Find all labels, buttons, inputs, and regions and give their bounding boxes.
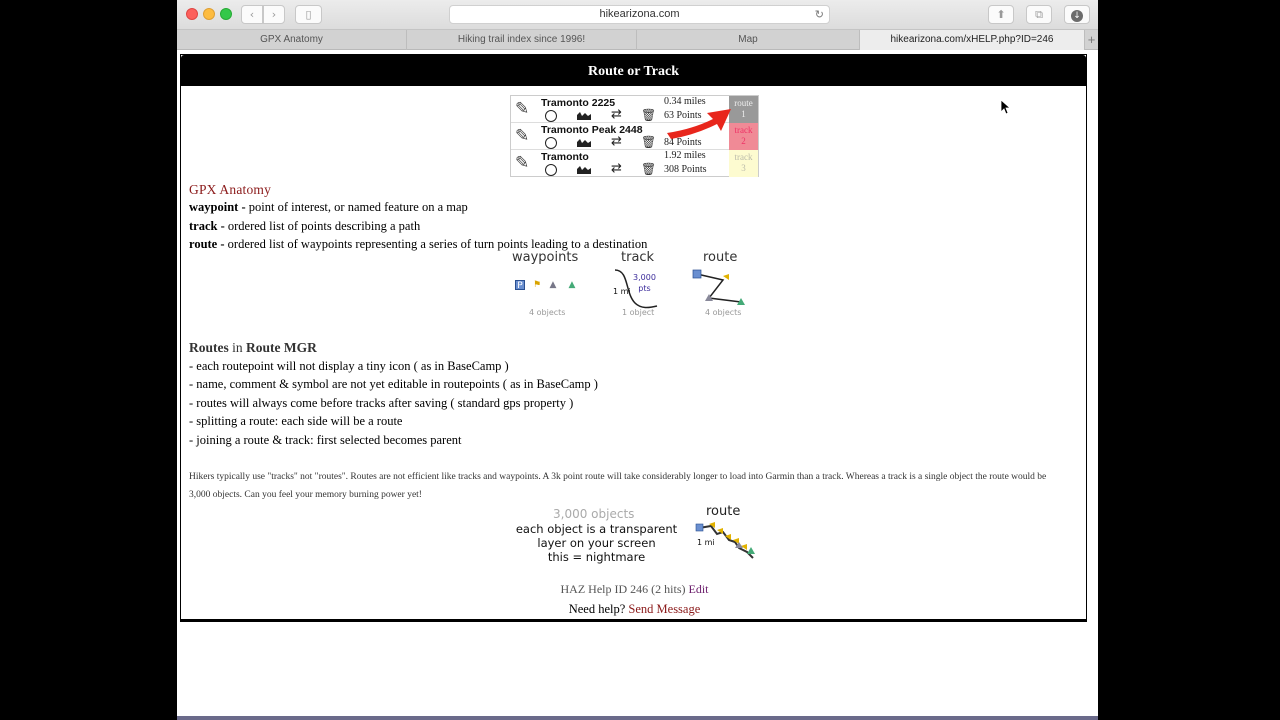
definition-term: route	[189, 237, 218, 251]
page-content	[177, 51, 1098, 720]
need-help-line	[181, 602, 1088, 617]
route-title: route	[703, 250, 738, 265]
route-count: 4 objects	[705, 308, 742, 317]
url-text: hikearizona.com	[599, 8, 680, 20]
share-icon: ⬆	[996, 8, 1006, 21]
nightmare-text	[509, 522, 684, 564]
circle-icon[interactable]	[545, 164, 557, 176]
downloads-button[interactable]	[1064, 5, 1090, 24]
route-distance: 1 mi	[697, 538, 715, 547]
browser-toolbar	[177, 0, 1098, 30]
red-arrow-annotation	[663, 103, 733, 139]
tab-help-page[interactable]: hikearizona.com/xHELP.php?ID=246	[860, 30, 1085, 50]
elevation-profile-icon[interactable]	[577, 164, 591, 174]
sidebar-icon: ▯	[305, 8, 312, 21]
pencil-icon[interactable]: ✎	[515, 126, 530, 146]
gpx-type-label: track	[734, 152, 753, 162]
trash-icon[interactable]: 🗑	[641, 135, 657, 149]
reload-icon[interactable]: ↻	[814, 8, 824, 21]
trash-icon[interactable]: 🗑	[641, 162, 657, 176]
chevron-left-icon: ‹	[249, 8, 255, 21]
waypoints-count: 4 objects	[529, 308, 566, 317]
send-message-link[interactable]: Send Message	[628, 602, 701, 616]
routes-title-part: Routes	[189, 340, 229, 355]
pencil-icon[interactable]: ✎	[515, 99, 530, 119]
gpx-name: Tramonto 2225	[541, 97, 616, 109]
mouse-cursor-icon	[1001, 100, 1011, 116]
route-note: - name, comment & symbol are not yet editable in routepoints ( as in BaseCamp )	[189, 377, 598, 391]
gpx-points: 84 Points	[664, 137, 702, 148]
track-title: track	[621, 250, 655, 265]
routes-title-part: in	[232, 340, 243, 355]
gpx-type-badge[interactable]	[729, 123, 758, 150]
route-note: - each routepoint will not display a tiny icon ( as in BaseCamp )	[189, 359, 509, 373]
definition-term: waypoint	[189, 200, 239, 214]
gpx-type-label: track	[734, 125, 753, 135]
circle-icon[interactable]	[545, 137, 557, 149]
track-points-label	[633, 272, 656, 294]
trash-icon[interactable]: 🗑	[641, 108, 657, 122]
routes-section-title	[189, 340, 317, 356]
definition-desc: point of interest, or named feature on a map	[248, 200, 468, 214]
definition-term: track	[189, 219, 218, 233]
track-count: 1 object	[622, 308, 655, 317]
forward-button[interactable]	[263, 5, 285, 24]
gpx-miles: 0.34 miles	[664, 96, 706, 107]
explanation-paragraph: Hikers typically use "tracks" not "routes". Routes are not efficient like tracks and waypoints. A 3k point route will take considerably longer to load into Garmin than a track. Whereas a track is a single object the route would be 3,000 objects. Can you feel your memory burning power yet!	[189, 472, 1047, 500]
bottom-strip	[177, 716, 1098, 720]
sidebar-toggle-button[interactable]	[295, 5, 322, 24]
waypoints-title: waypoints	[512, 250, 579, 265]
nightmare-line: this = nightmare	[547, 550, 646, 564]
help-panel	[180, 54, 1087, 622]
help-title: Route or Track	[181, 55, 1086, 86]
chevron-right-icon: ›	[271, 8, 277, 21]
gpx-type-badge[interactable]	[729, 150, 758, 177]
objects-count: 3,000 objects	[553, 507, 635, 521]
gpx-type-label: route	[734, 98, 753, 108]
tab-hiking-trail-index[interactable]: Hiking trail index since 1996!	[407, 30, 637, 50]
track-points-value: 3,000	[633, 273, 656, 282]
help-id-text: HAZ Help ID 246 (2 hits)	[560, 582, 686, 596]
gpx-row[interactable]	[511, 150, 758, 177]
gpx-points: 308 Points	[664, 164, 707, 175]
route-note: - splitting a route: each side will be a route	[189, 414, 403, 428]
parking-icon: P	[515, 280, 525, 290]
gpx-anatomy-title: GPX Anatomy	[189, 182, 272, 197]
definition-desc: ordered list of points describing a path	[227, 219, 421, 233]
routes-title-part: Route MGR	[246, 340, 317, 355]
edit-link[interactable]: Edit	[688, 582, 709, 596]
tab-bar	[177, 30, 1098, 50]
route-diagram-title: route	[706, 504, 741, 519]
browser-window	[177, 0, 1098, 720]
nightmare-line: layer on your screen	[537, 536, 656, 550]
gpx-type-index: 3	[741, 163, 746, 173]
elevation-profile-icon[interactable]	[577, 137, 591, 147]
gpx-diagram	[511, 250, 756, 322]
address-bar[interactable]	[449, 5, 830, 24]
tab-gpx-anatomy[interactable]: GPX Anatomy	[177, 30, 407, 50]
track-points-unit: pts	[638, 284, 651, 293]
flag-icon: ⚑	[532, 280, 542, 290]
gpx-points: 63 Points	[664, 110, 702, 121]
gpx-type-index: 1	[741, 109, 746, 119]
gpx-miles: 1.92 miles	[664, 150, 706, 161]
tabs-icon: ⧉	[1035, 8, 1043, 21]
route-note: - joining a route & track: first selected becomes parent	[189, 433, 462, 447]
tab-map[interactable]: Map	[637, 30, 860, 50]
tent-icon: ▲	[568, 280, 576, 290]
help-id-line	[181, 582, 1088, 597]
track-distance: 1 mi	[613, 287, 631, 296]
minimize-window-button[interactable]	[203, 8, 215, 20]
pencil-icon[interactable]: ✎	[515, 153, 530, 173]
gpx-type-badge[interactable]	[729, 96, 758, 123]
nightmare-line: each object is a transparent	[515, 522, 678, 536]
reverse-icon[interactable]: ⇄	[611, 161, 622, 176]
close-window-button[interactable]	[186, 8, 198, 20]
route-note: - routes will always come before tracks after saving ( standard gps property )	[189, 396, 574, 410]
show-tabs-button[interactable]	[1026, 5, 1052, 24]
new-tab-button[interactable]: +	[1087, 32, 1096, 47]
gpx-name: Tramonto	[541, 151, 589, 163]
route-line-icon	[687, 268, 755, 310]
download-icon: ↓	[1071, 10, 1083, 22]
share-button[interactable]	[988, 5, 1014, 24]
gpx-name: Tramonto Peak 2448	[541, 124, 643, 136]
definition-waypoint: waypoint - point of interest, or named feature on a map	[189, 200, 468, 214]
reverse-icon[interactable]: ⇄	[611, 107, 622, 122]
need-help-text: Need help?	[568, 602, 626, 616]
definition-desc: ordered list of waypoints representing a series of turn points leading to a destination	[227, 237, 648, 251]
definition-track: track - ordered list of points describing a path	[189, 219, 421, 233]
camp-icon: ▲	[549, 280, 557, 290]
circle-icon[interactable]	[545, 110, 557, 122]
reverse-icon[interactable]: ⇄	[611, 134, 622, 149]
definition-route: route - ordered list of waypoints representing a series of turn points leading to a destination	[189, 237, 648, 251]
elevation-profile-icon[interactable]	[577, 110, 591, 120]
back-button[interactable]	[241, 5, 263, 24]
zoom-window-button[interactable]	[220, 8, 232, 20]
gpx-type-index: 2	[741, 136, 746, 146]
